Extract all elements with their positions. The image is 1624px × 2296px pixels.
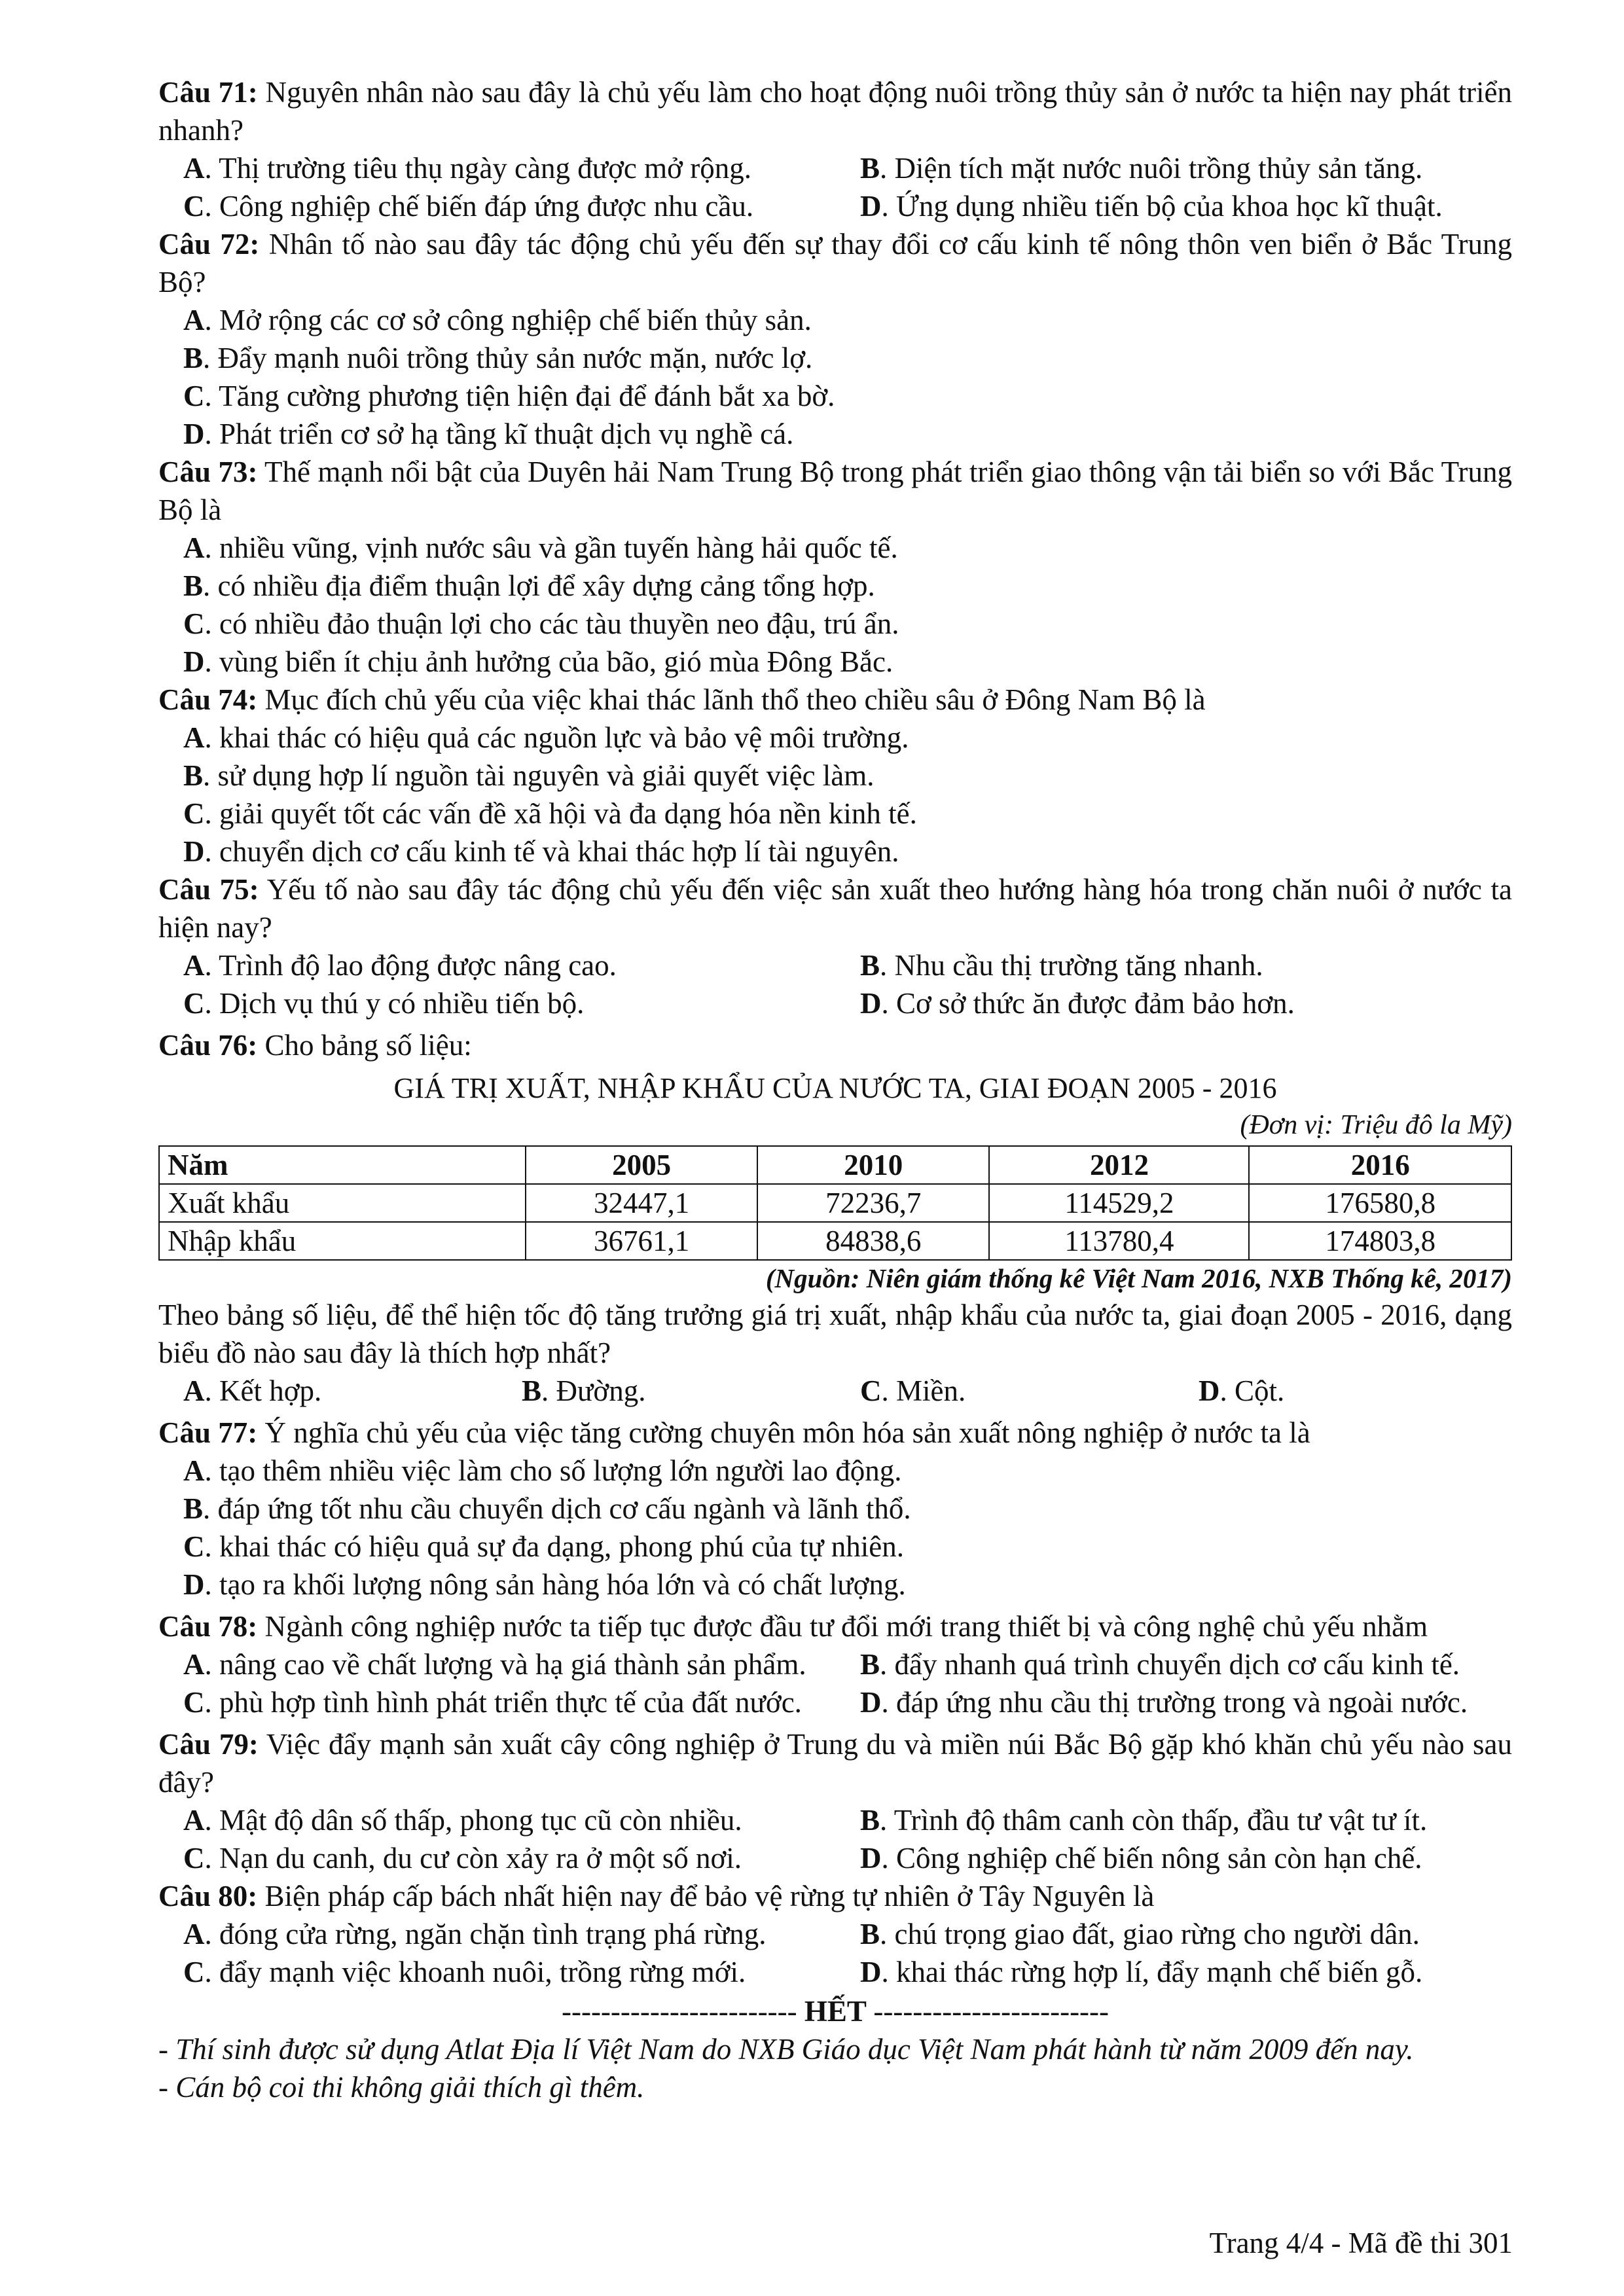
option-a[interactable]: A. khai thác có hiệu quả các nguồn lực và bảo vệ môi trường. — [183, 721, 909, 754]
option-c[interactable]: C. Nạn du canh, du cư còn xảy ra ở một số nơi. — [183, 1842, 742, 1874]
question-stem: Câu 71: Nguyên nhân nào sau đây là chủ yếu làm cho hoạt động nuôi trồng thủy sản ở nước ta hiện nay phát triển nhanh? — [158, 76, 1512, 147]
question-73 — [158, 453, 1512, 681]
option-a[interactable]: A. nhiều vũng, vịnh nước sâu và gần tuyến hàng hải quốc tế. — [183, 531, 898, 564]
question-stem: Câu 77: Ý nghĩa chủ yếu của việc tăng cường chuyên môn hóa sản xuất nông nghiệp ở nước ta là — [158, 1416, 1310, 1449]
table-cell: 32447,1 — [526, 1184, 757, 1222]
table-cell: Xuất khẩu — [159, 1184, 526, 1222]
options-row — [158, 149, 1512, 187]
option-c[interactable]: C. Dịch vụ thú y có nhiều tiến bộ. — [183, 987, 585, 1020]
option-a[interactable]: A. đóng cửa rừng, ngăn chặn tình trạng phá rừng. — [183, 1918, 767, 1950]
options-row — [158, 1683, 1512, 1721]
option-d[interactable]: D. Ứng dụng nhiều tiến bộ của khoa học kĩ thuật. — [860, 190, 1443, 223]
header-cell: 2016 — [1249, 1146, 1511, 1184]
question-stem: Câu 72: Nhân tố nào sau đây tác động chủ yếu đến sự thay đổi cơ cấu kinh tế nông thôn ven biển ở Bắc Trung Bộ? — [158, 228, 1512, 298]
header-cell: 2005 — [526, 1146, 757, 1184]
option-c[interactable]: C. có nhiều đảo thuận lợi cho các tàu thuyền neo đậu, trú ẩn. — [183, 607, 899, 640]
option-d[interactable]: D. vùng biển ít chịu ảnh hưởng của bão, gió mùa Đông Bắc. — [183, 645, 893, 678]
option-c[interactable]: C. đẩy mạnh việc khoanh nuôi, trồng rừng mới. — [183, 1956, 746, 1988]
table-cell: 113780,4 — [989, 1222, 1249, 1260]
option-c[interactable]: C. Công nghiệp chế biến đáp ứng được nhu cầu. — [183, 190, 754, 223]
option-a[interactable]: A. Kết hợp. — [183, 1374, 322, 1407]
question-78 — [158, 1607, 1512, 1721]
option-a[interactable]: A. Trình độ lao động được nâng cao. — [183, 949, 617, 982]
option-b[interactable]: B. Nhu cầu thị trường tăng nhanh. — [860, 949, 1263, 982]
question-76 — [158, 1026, 1512, 1410]
question-77 — [158, 1414, 1512, 1604]
option-b[interactable]: B. Đường. — [522, 1374, 646, 1407]
option-c[interactable]: C. phù hợp tình hình phát triển thực tế của đất nước. — [183, 1686, 802, 1719]
option-b[interactable]: B. đáp ứng tốt nhu cầu chuyển dịch cơ cấu ngành và lãnh thổ. — [183, 1492, 911, 1525]
option-a[interactable]: A. Thị trường tiêu thụ ngày càng được mở rộng. — [183, 152, 751, 185]
end-marker: ------------------------ HẾT ------------------------ — [561, 1995, 1110, 2028]
question-stem: Theo bảng số liệu, để thể hiện tốc độ tăng trưởng giá trị xuất, nhập khẩu của nước ta, giai đoạn 2005 - 2016, dạng biểu đồ nào sau đây là thích hợp nhất? — [158, 1299, 1512, 1369]
option-b[interactable]: B. Đẩy mạnh nuôi trồng thủy sản nước mặn, nước lợ. — [183, 342, 813, 374]
question-stem: Câu 75: Yếu tố nào sau đây tác động chủ yếu đến việc sản xuất theo hướng hàng hóa trong chăn nuôi ở nước ta hiện nay? — [158, 873, 1512, 944]
table-cell: 174803,8 — [1249, 1222, 1511, 1260]
table-header-row — [159, 1146, 1511, 1184]
question-80 — [158, 1877, 1512, 1991]
question-stem: Câu 76: Cho bảng số liệu: — [158, 1029, 472, 1062]
table-cell: 114529,2 — [989, 1184, 1249, 1222]
option-d[interactable]: D. đáp ứng nhu cầu thị trường trong và ngoài nước. — [860, 1686, 1468, 1719]
option-d[interactable]: D. Công nghiệp chế biến nông sản còn hạn chế. — [860, 1842, 1422, 1874]
option-b[interactable]: B. sử dụng hợp lí nguồn tài nguyên và giải quyết việc làm. — [183, 759, 875, 792]
question-stem: Câu 73: Thế mạnh nổi bật của Duyên hải Nam Trung Bộ trong phát triển giao thông vận tải biển so với Bắc Trung Bộ là — [158, 456, 1512, 526]
data-table — [158, 1145, 1512, 1261]
options-row — [158, 1645, 1512, 1683]
note-proctor: - Cán bộ coi thi không giải thích gì thêm. — [158, 2071, 645, 2104]
option-b[interactable]: B. Diện tích mặt nước nuôi trồng thủy sản tăng. — [860, 152, 1423, 185]
option-a[interactable]: A. Mở rộng các cơ sở công nghiệp chế biến thủy sản. — [183, 304, 812, 336]
options-row — [158, 1839, 1512, 1877]
option-d[interactable]: D. chuyển dịch cơ cấu kinh tế và khai thác hợp lí tài nguyên. — [183, 835, 899, 868]
option-c[interactable]: C. giải quyết tốt các vấn đề xã hội và đa dạng hóa nền kinh tế. — [183, 797, 917, 830]
header-cell: Năm — [159, 1146, 526, 1184]
option-d[interactable]: D. khai thác rừng hợp lí, đẩy mạnh chế biến gỗ. — [860, 1956, 1423, 1988]
table-row — [159, 1222, 1511, 1260]
option-a[interactable]: A. nâng cao về chất lượng và hạ giá thành sản phẩm. — [183, 1648, 806, 1681]
page-footer: Trang 4/4 - Mã đề thi 301 — [1209, 2227, 1513, 2259]
question-stem: Câu 79: Việc đẩy mạnh sản xuất cây công nghiệp ở Trung du và miền núi Bắc Bộ gặp khó khăn chủ yếu nào sau đây? — [158, 1728, 1513, 1799]
option-d[interactable]: D. Cột. — [1199, 1374, 1285, 1407]
table-cell: 72236,7 — [757, 1184, 989, 1222]
option-d[interactable]: D. Cơ sở thức ăn được đảm bảo hơn. — [860, 987, 1295, 1020]
question-75 — [158, 870, 1512, 1022]
options-row — [158, 1372, 1512, 1410]
option-b[interactable]: B. Trình độ thâm canh còn thấp, đầu tư vật tư ít. — [860, 1804, 1428, 1837]
note-atlat: - Thí sinh được sử dụng Atlat Địa lí Việt Nam do NXB Giáo dục Việt Nam phát hành từ năm 2009 đến nay. — [158, 2033, 1414, 2066]
option-c[interactable]: C. khai thác có hiệu quả sự đa dạng, phong phú của tự nhiên. — [183, 1530, 905, 1563]
options-row — [158, 1915, 1512, 1953]
option-d[interactable]: D. tạo ra khối lượng nông sản hàng hóa lớn và có chất lượng. — [183, 1568, 906, 1601]
options-row — [158, 187, 1512, 225]
option-c[interactable]: C. Tăng cường phương tiện hiện đại để đánh bắt xa bờ. — [183, 380, 835, 412]
option-a[interactable]: A. Mật độ dân số thấp, phong tục cũ còn nhiều. — [183, 1804, 742, 1837]
option-c[interactable]: C. Miền. — [860, 1374, 966, 1407]
question-stem: Câu 80: Biện pháp cấp bách nhất hiện nay để bảo vệ rừng tự nhiên ở Tây Nguyên là — [158, 1880, 1155, 1912]
option-a[interactable]: A. tạo thêm nhiều việc làm cho số lượng lớn người lao động. — [183, 1454, 902, 1487]
question-stem: Câu 78: Ngành công nghiệp nước ta tiếp tục được đầu tư đổi mới trang thiết bị và công nghệ chủ yếu nhằm — [158, 1610, 1428, 1643]
question-stem: Câu 74: Mục đích chủ yếu của việc khai thác lãnh thổ theo chiều sâu ở Đông Nam Bộ là — [158, 683, 1206, 716]
options-row — [158, 1801, 1512, 1839]
table-source: (Nguồn: Niên giám thống kê Việt Nam 2016, NXB Thống kê, 2017) — [765, 1263, 1512, 1293]
header-cell: 2010 — [757, 1146, 989, 1184]
question-72 — [158, 225, 1512, 453]
option-b[interactable]: B. có nhiều địa điểm thuận lợi để xây dựng cảng tổng hợp. — [183, 569, 875, 602]
options-row — [158, 984, 1512, 1022]
option-d[interactable]: D. Phát triển cơ sở hạ tầng kĩ thuật dịch vụ nghề cá. — [183, 418, 794, 450]
table-unit: (Đơn vị: Triệu đô la Mỹ) — [1240, 1110, 1512, 1140]
header-cell: 2012 — [989, 1146, 1249, 1184]
exam-page — [158, 73, 1512, 2106]
options-row — [158, 1953, 1512, 1991]
table-row — [159, 1184, 1511, 1222]
question-74 — [158, 681, 1512, 870]
question-79 — [158, 1725, 1512, 1877]
question-71 — [158, 73, 1512, 225]
table-cell: 36761,1 — [526, 1222, 757, 1260]
table-title: GIÁ TRỊ XUẤT, NHẬP KHẨU CỦA NƯỚC TA, GIAI ĐOẠN 2005 - 2016 — [393, 1072, 1277, 1104]
table-cell: 176580,8 — [1249, 1184, 1511, 1222]
options-row — [158, 946, 1512, 984]
option-b[interactable]: B. chú trọng giao đất, giao rừng cho người dân. — [860, 1918, 1420, 1950]
option-b[interactable]: B. đẩy nhanh quá trình chuyển dịch cơ cấu kinh tế. — [860, 1648, 1460, 1681]
table-cell: 84838,6 — [757, 1222, 989, 1260]
table-cell: Nhập khẩu — [159, 1222, 526, 1260]
